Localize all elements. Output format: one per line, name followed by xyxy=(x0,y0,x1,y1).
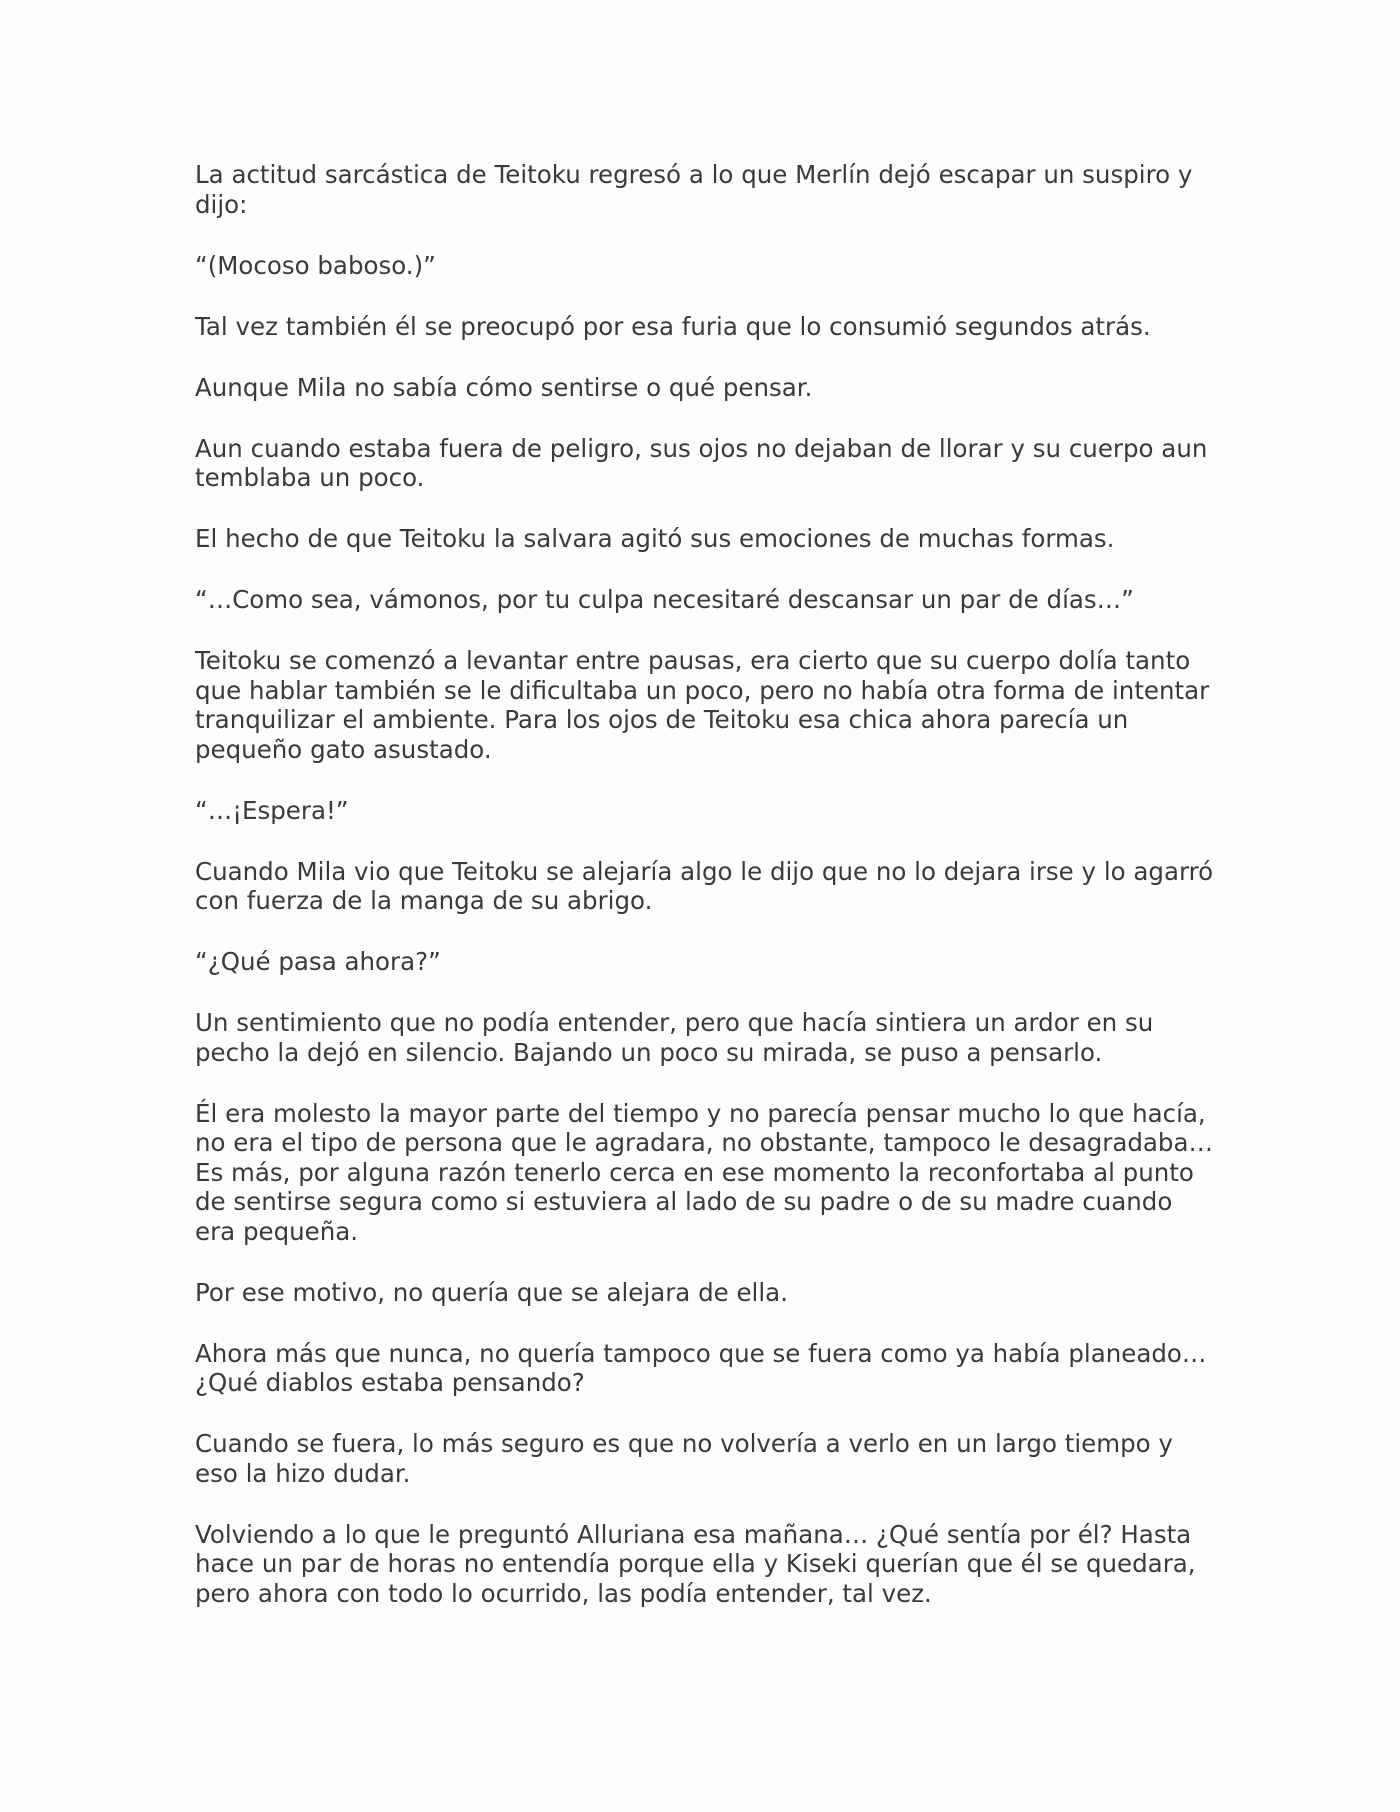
paragraph-15: Ahora más que nunca, no quería tampoco que se fuera como ya había planeado… ¿Qué diablos estaba pensando? xyxy=(195,1338,1207,1397)
document-body xyxy=(195,160,1215,1640)
paragraph-2: “(Mocoso baboso.)” xyxy=(195,250,436,280)
paragraph-10: Cuando Mila vio que Teitoku se alejaría algo le dijo que no lo dejara irse y lo agarró con fuerza de la manga de su abrigo. xyxy=(195,856,1214,915)
paragraph-4: Aunque Mila no sabía cómo sentirse o qué pensar. xyxy=(195,372,813,402)
paragraph-16: Cuando se fuera, lo más seguro es que no volvería a verlo en un largo tiempo y eso la hizo dudar. xyxy=(195,1429,1173,1488)
paragraph-9: “…¡Espera!” xyxy=(195,795,349,825)
paragraph-17: Volviendo a lo que le preguntó Alluriana esa mañana… ¿Qué sentía por él? Hasta hace un par de horas no entendía porque ella y Kiseki querían que él se quedara, pero ahora con todo lo ocurrido, las podía entender, tal vez. xyxy=(195,1519,1196,1608)
paragraph-11: “¿Qué pasa ahora?” xyxy=(195,947,441,976)
paragraph-14: Por ese motivo, no quería que se alejara de ella. xyxy=(195,1277,788,1307)
paragraph-7: “…Como sea, vámonos, por tu culpa necesitaré descansar un par de días…” xyxy=(195,585,1134,614)
paragraph-12: Un sentimiento que no podía entender, pero que hacía sintiera un ardor en su pecho la dejó en silencio. Bajando un poco su mirada, se puso a pensarlo. xyxy=(195,1008,1154,1067)
paragraph-8: Teitoku se comenzó a levantar entre pausas, era cierto que su cuerpo dolía tanto que hablar también se le dificultaba un poco, pero no había otra forma de intentar tranquilizar el ambiente. Para los ojos de Teitoku esa chica ahora parecía un pequeño gato asustado. xyxy=(195,646,1210,764)
paragraph-6: El hecho de que Teitoku la salvara agitó sus emociones de muchas formas. xyxy=(195,524,1115,553)
paragraph-5: Aun cuando estaba fuera de peligro, sus ojos no dejaban de llorar y su cuerpo aun temblaba un poco. xyxy=(195,433,1208,492)
paragraph-1: La actitud sarcástica de Teitoku regresó a lo que Merlín dejó escapar un suspiro y dijo: xyxy=(195,160,1193,219)
paragraph-3: Tal vez también él se preocupó por esa furia que lo consumió segundos atrás. xyxy=(195,311,1151,341)
paragraph-13: Él era molesto la mayor parte del tiempo y no parecía pensar mucho lo que hacía, no era el tipo de persona que le agradara, no obstante, tampoco le desagradaba… Es más, por alguna razón tenerlo cerca en ese momento la reconfortaba al punto de sentirse segura como si estuviera al lado de su padre o de su madre cuando era pequeña. xyxy=(195,1098,1213,1246)
